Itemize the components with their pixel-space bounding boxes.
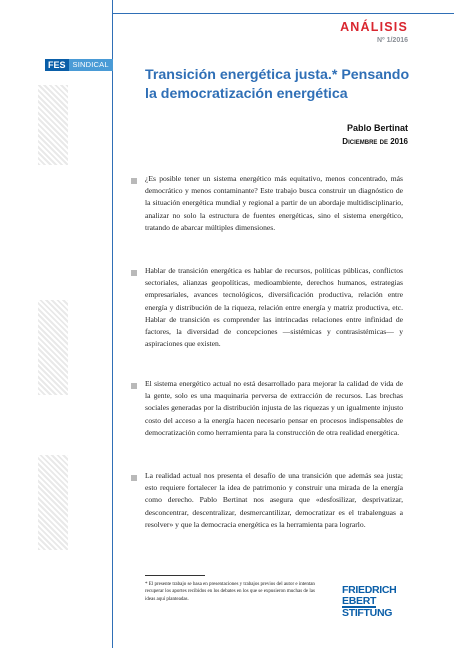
sindical-logo-text: SINDICAL [69, 59, 113, 71]
summary-paragraph-3: El sistema energético actual no está desarrollado para mejorar la calidad de vida de la gente, solo es una maquinaria perversa de extracción de recursos. Las brechas sociales generadas por la distribución injusta de las riquezas y un igualmente injusto costo del acceso a la energía hacen necesario pensar en procesos indispensables de democratización como herramienta para la construcción de otra realidad energética. [145, 379, 403, 437]
bullet-square-icon [131, 383, 137, 389]
hatch-decoration [38, 455, 68, 550]
summary-paragraph-2: Hablar de transición energética es hablar de recursos, políticas públicas, conflictos sectoriales, alianzas geopolíticas, medioambiente, derechos humanos, estrategias empresariales, avances tecnológicos, diversificación productiva, relación entre energía y distribución de la riqueza, relación entre energía y matriz productiva, etc. Hablar de transición es comprender las intrincadas relaciones entre infinidad de factores, la diversidad de concepciones —sistémicas y contrasistémicas— y aspiraciones que existen. [145, 266, 403, 349]
fes-logo-text: FES [45, 59, 69, 71]
publisher-line-1: FRIEDRICH [342, 584, 397, 596]
bullet-square-icon [131, 475, 137, 481]
vertical-rule [112, 0, 113, 648]
bullet-square-icon [131, 270, 137, 276]
series-label: ANÁLISIS [340, 20, 408, 34]
publication-date: Diciembre de 2016 [342, 137, 408, 146]
document-title: Transición energética justa.* Pensando la democratización energética [145, 67, 410, 102]
friedrich-ebert-stiftung-logo [342, 585, 396, 619]
bullet-square-icon [131, 178, 137, 184]
summary-paragraph-4: La realidad actual nos presenta el desafío de una transición que además sea justa; esto requiere fortalecer la idea de patrimonio y construir una mirada de la energía como derecho. Pablo Bertinat nos asegura que «desfosilizar, desprivatizar, desconcentrar, descentralizar, desmercantilizar, democratizar es el trabalenguas a resolver» y que la democracia energética es la herramienta para lograrlo. [145, 471, 403, 529]
fes-sindical-logo [45, 59, 113, 71]
footnote: * El presente trabajo se basa en presentaciones y trabajos previos del autor e intentan recuperar los aportes recibidos en los debates en los que se expusieron muchas de las ideas aquí planteadas. [145, 582, 315, 602]
publisher-line-2: EBERT [342, 594, 377, 607]
issue-number: Nº 1/2016 [377, 37, 408, 44]
publisher-line-3: STIFTUNG [342, 607, 393, 619]
top-rule [112, 13, 454, 14]
author: Pablo Bertinat [346, 123, 408, 133]
footnote-divider [145, 575, 205, 576]
summary-paragraph-1: ¿Es posible tener un sistema energético más equitativo, menos concentrado, más democrático y menos contaminante? Este trabajo busca construir un diagnóstico de la situación energética mundial y regional a partir de un abordaje multidisciplinario, analizar no solo la estructura de fuentes energéticas, sino el sistema energético, tratando de abarcar múltiples dimensiones. [145, 174, 403, 232]
hatch-decoration [38, 300, 68, 395]
hatch-decoration [38, 85, 68, 165]
